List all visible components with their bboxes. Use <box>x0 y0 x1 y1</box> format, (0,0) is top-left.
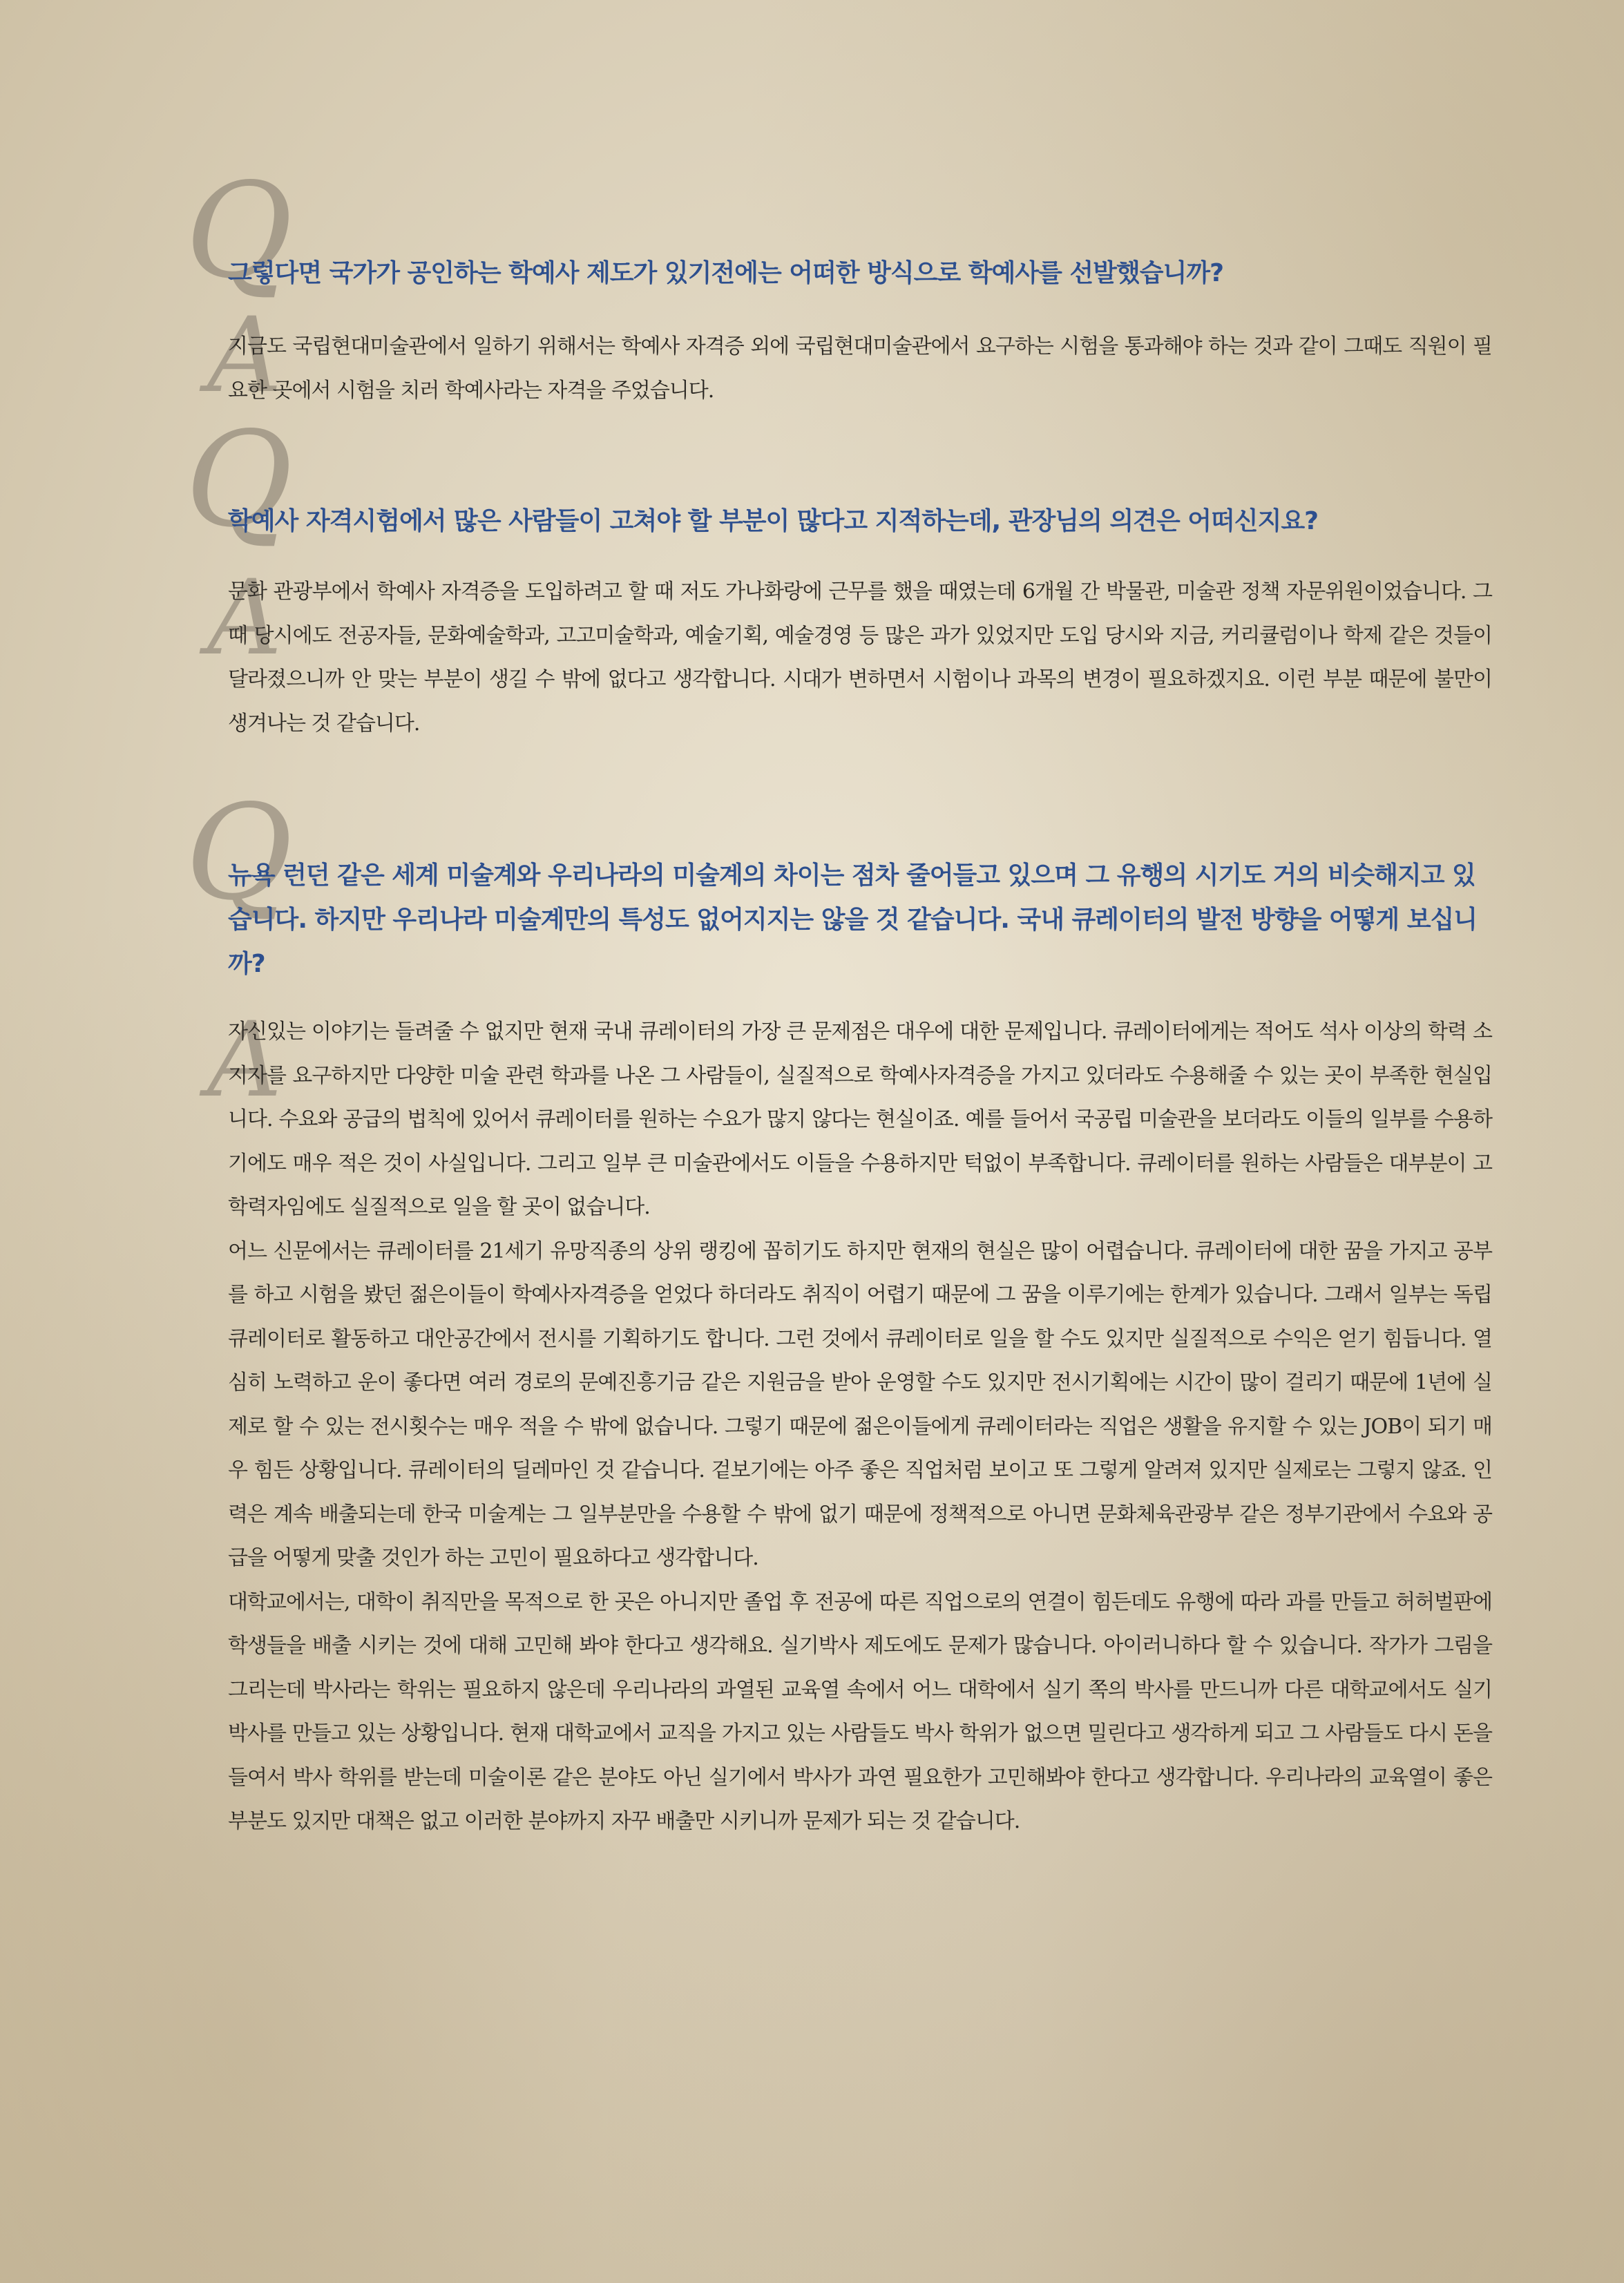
q-initial-2: Q <box>185 403 293 556</box>
answer-1-paragraph-1: 지금도 국립현대미술관에서 일하기 위해서는 학예사 자격증 외에 국립현대미술관에서 요구하는 시험을 통과해야 하는 것과 같이 그때도 직원이 필요한 곳에서 시험을 치러 학예사라는 자격을 주었습니다. <box>228 334 1492 403</box>
answer-3-paragraph-1: 자신있는 이야기는 들려줄 수 없지만 현재 국내 큐레이터의 가장 큰 문제점은 대우에 대한 문제입니다. 큐레이터에게는 적어도 석사 이상의 학력 소지자를 요구하지만 다양한 미술 관련 학과를 나온 그 사람들이, 실질적으로 학예사자격증을 가지고 있더라도 수용해줄 수 있는 곳이 부족한 현실입니다. 수요와 공급의 법칙에 있어서 큐레이터를 원하는 수요가 많지 않다는 현실이죠. 예를 들어서 국공립 미술관을 보더라도 이들의 일부를 수용하기에도 매우 적은 것이 사실입니다. 그리고 일부 큰 미술관에서도 이들을 수용하지만 턱없이 부족합니다. 큐레이터를 원하는 사람들은 대부분이 고학력자임에도 실질적으로 일을 할 곳이 없습니다. <box>228 1020 1492 1219</box>
answer-3-paragraph-2: 어느 신문에서는 큐레이터를 21세기 유망직종의 상위 랭킹에 꼽히기도 하지만 현재의 현실은 많이 어렵습니다. 큐레이터에 대한 꿈을 가지고 공부를 하고 시험을 봤던 젊은이들이 학예사자격증을 얻었다 하더라도 취직이 어렵기 때문에 그 꿈을 이루기에는 한계가 있습니다. 그래서 일부는 독립큐레이터로 활동하고 대안공간에서 전시를 기획하기도 합니다. 그런 것에서 큐레이터로 일을 할 수도 있지만 실질적으로 수익은 얻기 힘듭니다. 열심히 노력하고 운이 좋다면 여러 경로의 문예진흥기금 같은 지원금을 받아 운영할 수도 있지만 전시기획에는 시간이 많이 걸리기 때문에 1년에 실제로 할 수 있는 전시횟수는 매우 적을 수 밖에 없습니다. 그렇기 때문에 젊은이들에게 큐레이터라는 직업은 생활을 유지할 수 있는 JOB이 되기 매우 힘든 상황입니다. 큐레이터의 딜레마인 것 같습니다. 겉보기에는 아주 좋은 직업처럼 보이고 또 그렇게 알려져 있지만 실제로는 그렇지 않죠. 인력은 계속 배출되는데 한국 미술계는 그 일부분만을 수용할 수 밖에 없기 때문에 정책적으로 아니면 문화체육관광부 같은 정부기관에서 수요와 공급을 어떻게 맞출 것인가 하는 고민이 필요하다고 생각합니다. <box>228 1239 1492 1570</box>
q-initial-3: Q <box>185 776 293 929</box>
question-1: 그렇다면 국가가 공인하는 학예사 제도가 있기전에는 어떠한 방식으로 학예사를 선발했습니까? <box>228 259 1223 287</box>
answer-2 <box>228 570 1492 745</box>
question-2: 학예사 자격시험에서 많은 사람들이 고쳐야 할 부분이 많다고 지적하는데, 관장님의 의견은 어떠신지요? <box>228 507 1319 535</box>
a-initial-1: A <box>207 296 283 416</box>
answer-1 <box>228 325 1492 412</box>
answer-3 <box>228 1010 1492 1844</box>
qa-section-3 <box>228 854 1492 1844</box>
qa-section-2 <box>228 499 1492 745</box>
qa-section-1 <box>228 251 1492 412</box>
answer-2-paragraph-1: 문화 관광부에서 학예사 자격증을 도입하려고 할 때 저도 가나화랑에 근무를 했을 때였는데 6개월 간 박물관, 미술관 정책 자문위원이었습니다. 그때 당시에도 전공자들, 문화예술학과, 고고미술학과, 예술기획, 예술경영 등 많은 과가 있었지만 도입 당시와 지금, 커리큘럼이나 학제 같은 것들이 달라졌으니까 안 맞는 부분이 생길 수 밖에 없다고 생각합니다. 시대가 변하면서 시험이나 과목의 변경이 필요하겠지요. 이런 부분 때문에 불만이 생겨나는 것 같습니다. <box>228 580 1492 736</box>
a-initial-2: A <box>207 558 283 678</box>
q-initial-1: Q <box>185 155 293 307</box>
answer-3-paragraph-3: 대학교에서는, 대학이 취직만을 목적으로 한 곳은 아니지만 졸업 후 전공에 따른 직업으로의 연결이 힘든데도 유행에 따라 과를 만들고 허허벌판에 학생들을 배출 시키는 것에 대해 고민해 봐야 한다고 생각해요. 실기박사 제도에도 문제가 많습니다. 아이러니하다 할 수 있습니다. 작가가 그림을 그리는데 박사라는 학위는 필요하지 않은데 우리나라의 과열된 교육열 속에서 어느 대학에서 실기 쪽의 박사를 만드니까 다른 대학교에서도 실기 박사를 만들고 있는 상황입니다. 현재 대학교에서 교직을 가지고 있는 사람들도 박사 학위가 없으면 밀린다고 생각하게 되고 그 사람들도 다시 돈을 들여서 박사 학위를 받는데 미술이론 같은 분야도 아닌 실기에서 박사가 과연 필요한가 고민해봐야 한다고 생각합니다. 우리나라의 교육열이 좋은 부분도 있지만 대책은 없고 이러한 분야까지 자꾸 배출만 시키니까 문제가 되는 것 같습니다. <box>228 1589 1492 1833</box>
a-initial-3: A <box>207 1000 283 1120</box>
question-3: 뉴욕 런던 같은 세계 미술계와 우리나라의 미술계의 차이는 점차 줄어들고 있으며 그 유행의 시기도 거의 비슷해지고 있습니다. 하지만 우리나라 미술계만의 특성도 없어지지는 않을 것 같습니다. 국내 큐레이터의 발전 방향을 어떻게 보십니까? <box>228 861 1478 978</box>
